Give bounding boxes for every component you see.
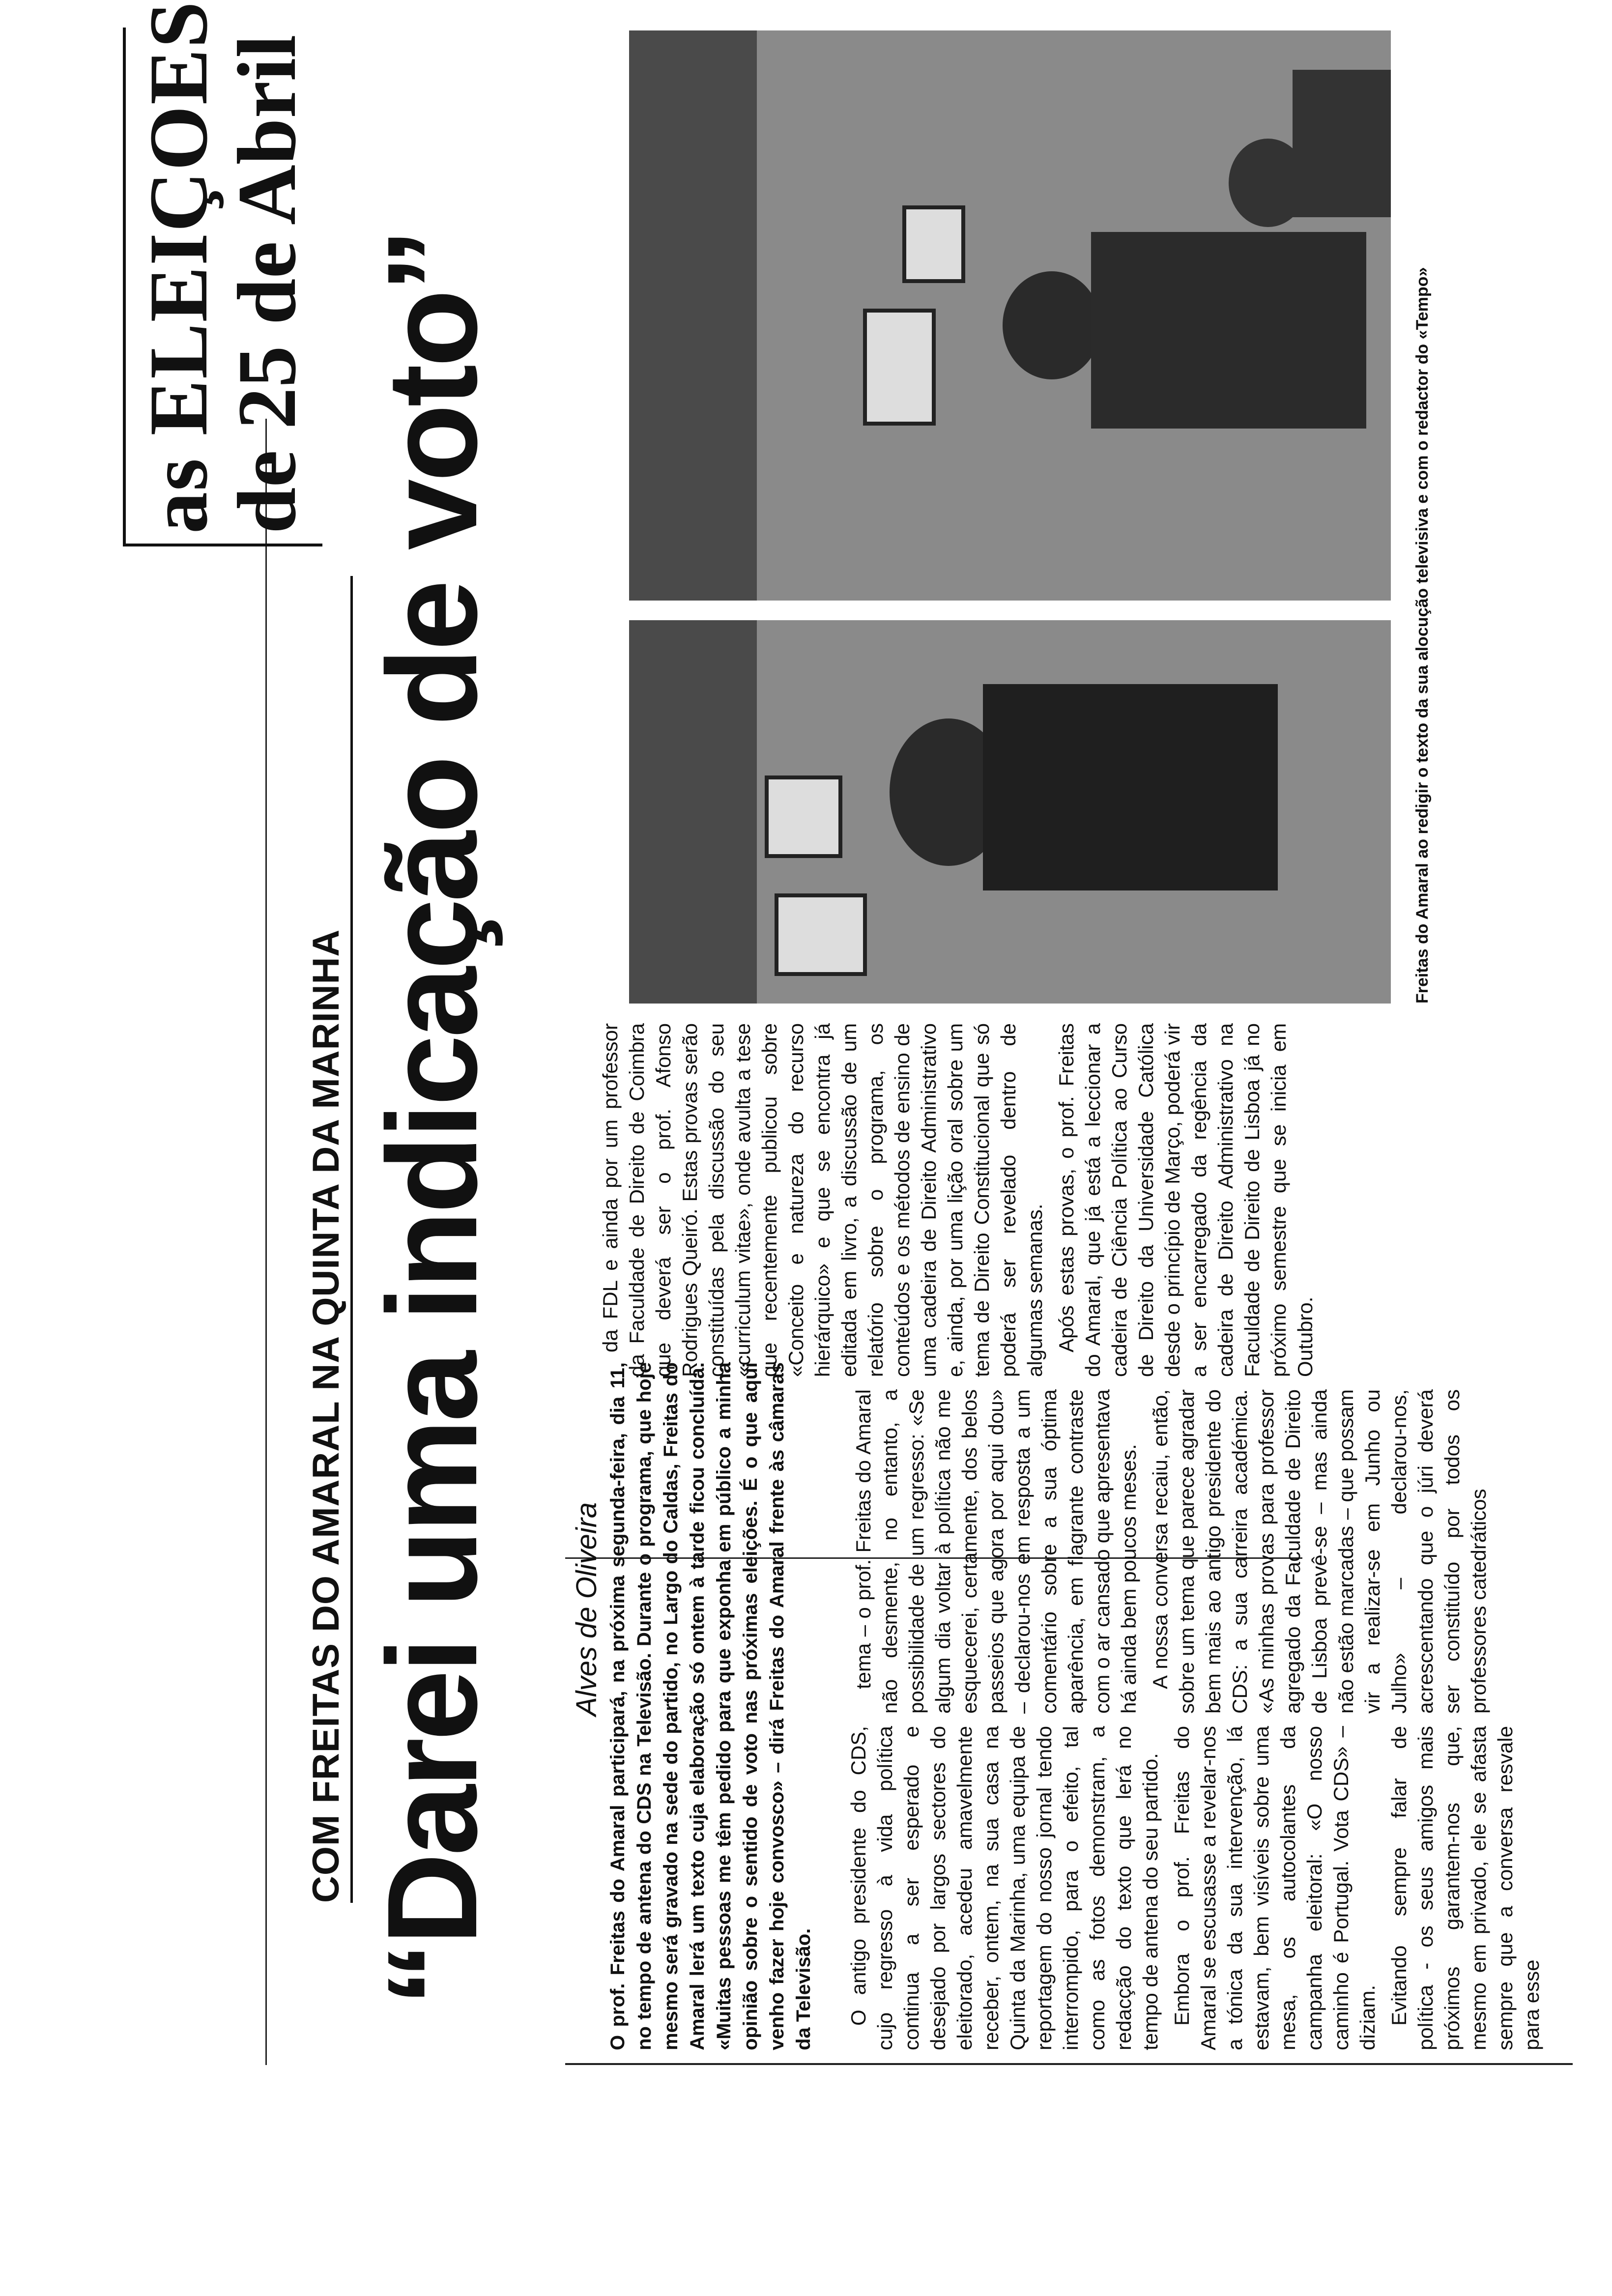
paragraph: A nossa conversa recaiu, então, sobre um tema que parece agradar bem mais ao antigo presidente do CDS: a sua carreira académica. «As minhas provas para professor agregado da Faculdade de Direito de Lisboa prevê-se – mas ainda não estão marcadas – que possam vir a realizar-se em Junho ou Julho» – declarou-nos, acrescentando que o júri deverá ser constituído por todos os professores catedráticos [1149,1389,1490,1714]
byline: Alves de Oliveira [571,1502,603,1716]
kicker: COM FREITAS DO AMARAL NA QUINTA DA MARINHA [305,576,353,1903]
left-rule [565,2063,1573,2065]
paragraph: Embora o prof. Freitas do Amaral se escusasse a revelar-nos a tónica da sua intervenção, lá estavam, bem visíveis sobre uma mesa, os autocolantes da campanha eleitoral: «O nosso caminho é Portugal. Vota CDS» – diziam. [1170,1726,1379,2050]
paragraph: da FDL e ainda por um professor da Faculdade de Direito de Coimbra que deverá ser o prof. Afonso Rodrigues Queiró. Estas provas serão constituídas pela discussão do seu «curriculum vitae», onde avulta a tese que recentemente publicou sobre «Conceito e natureza do recurso hierárquico» e que se encontra já editada em livro, a discussão de um relatório sobre o programa, os conteúdos e os métodos de ensino de uma cadeira de Direito Administrativo e, ainda, por uma lição oral sobre um tema de Direito Constitucional que só poderá ser revelado dentro de algumas semanas. [599,1023,1046,1377]
article-column-2 [850,1389,1497,1714]
paragraph: Evitando sempre falar de política - os seus amigos mais próximos garantem-nos que, mesmo em privado, ele se afasta sempre que a conversa resvale para esse [1387,1726,1543,2050]
paragraph: tema – o prof. Freitas do Amaral não desmente, no entanto, a possibilidade de um regresso: «Se algum dia voltar à política não me esquecerei, certamente, dos belos passeios que agora por aqui dou» – declarou-nos em resposta a um comentário sobre a sua óptima aparência, em flagrante contraste com o ar cansado que apresentava há ainda bem poucos meses. [852,1389,1140,1714]
section-logo [123,0,322,546]
photo-caption: Freitas do Amaral ao redigir o texto da sua alocução televisiva e com o redactor do «Tempo» [1413,267,1432,1004]
top-rule [265,419,267,2065]
headline: “Darei uma indicação de voto” [361,231,504,2006]
news-photo [629,30,1391,1004]
paragraph: O antigo presidente do CDS, cujo regresso à vida política continua a ser esperado e desejado por largos sectores do eleitorado, acedeu amavelmente receber, ontem, na sua casa na Quinta da Marinha, uma equipa de reportagem do nosso jornal tendo interrompido, para o efeito, tal como as fotos demonstram, a redacção do texto que lerá no tempo de antena do seu partido. [847,1726,1162,2050]
article-column-1 [845,1726,1550,2050]
paragraph: Após estas provas, o prof. Freitas do Amaral, que já está a leccionar a cadeira de Ciência Política ao Curso de Direito da Universidade Católica desde o princípio de Março, poderá vir a ser encarregado da regência da cadeira de Direito Administrativo na Faculdade de Direito de Lisboa já no próximo semestre que se inicia em Outubro. [1055,1023,1317,1377]
article-column-3 [597,1023,1324,1377]
section-line-2: de 25 de Abril [221,34,313,534]
section-line-1: as ELEIÇOES [132,0,225,534]
photo-illustration [629,30,1391,1004]
lead-paragraph: O prof. Freitas do Amaral participará, na próxima segunda-feira, dia 11, no tempo de antena do CDS na Televisão. Durante o programa, que hoje mesmo será gravado na sede do partido, no Largo do Caldas, Freitas do Amaral lerá um texto cuja elaboração só ontem à tarde ficou concluída. «Muitas pessoas me têm pedido para que exponha em público a minha opinião sobre o sentido de voto nas próximas eleições. É o que aqui venho fazer hoje convosco» – dirá Freitas do Amaral frente às câmaras da Televisão. [607,1362,814,2050]
